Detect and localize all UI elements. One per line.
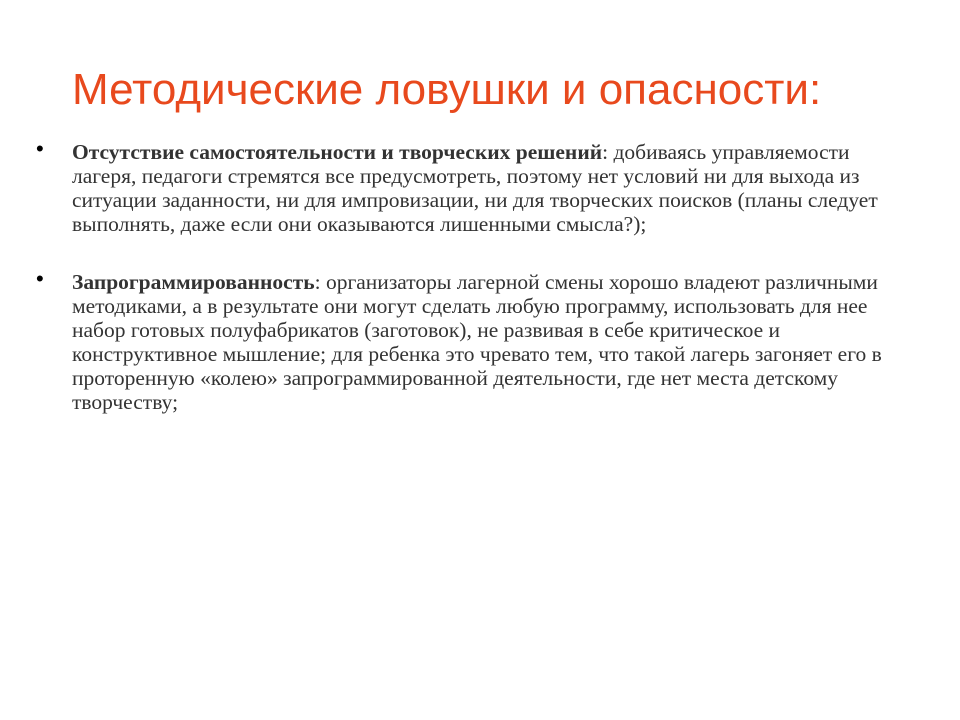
bullet-text: : добиваясь управляемости лагеря, педагоги стремятся все предусмотреть, поэтому нет условий ни для выхода из ситуации заданности, ни для импровизации, ни для творческих поисков (планы следует выполнять, даже если они оказываются лишенными смысла?); (72, 140, 878, 236)
bullet-item-preprogrammed (36, 266, 906, 414)
bullet-term: Запрограммированность (72, 270, 315, 294)
bullet-text: : организаторы лагерной смены хорошо владеют различными методиками, а в результате они могут сделать любую программу, использовать для нее набор готовых полуфабрикатов (заготовок), не развивая в себе критическое и конструктивное мышление; для ребенка это чревато тем, что такой лагерь загоняет его в проторенную «колею» запрограммированной деятельности, где нет места детскому творчеству; (72, 270, 882, 414)
bullet-item-no-independence (36, 136, 906, 236)
slide-title: Методические ловушки и опасности: (72, 65, 822, 114)
bullet-list (36, 136, 906, 448)
bullet-term: Отсутствие самостоятельности и творческих решений (72, 140, 603, 164)
bullet-marker: • (36, 136, 44, 161)
bullet-marker: • (36, 266, 44, 291)
